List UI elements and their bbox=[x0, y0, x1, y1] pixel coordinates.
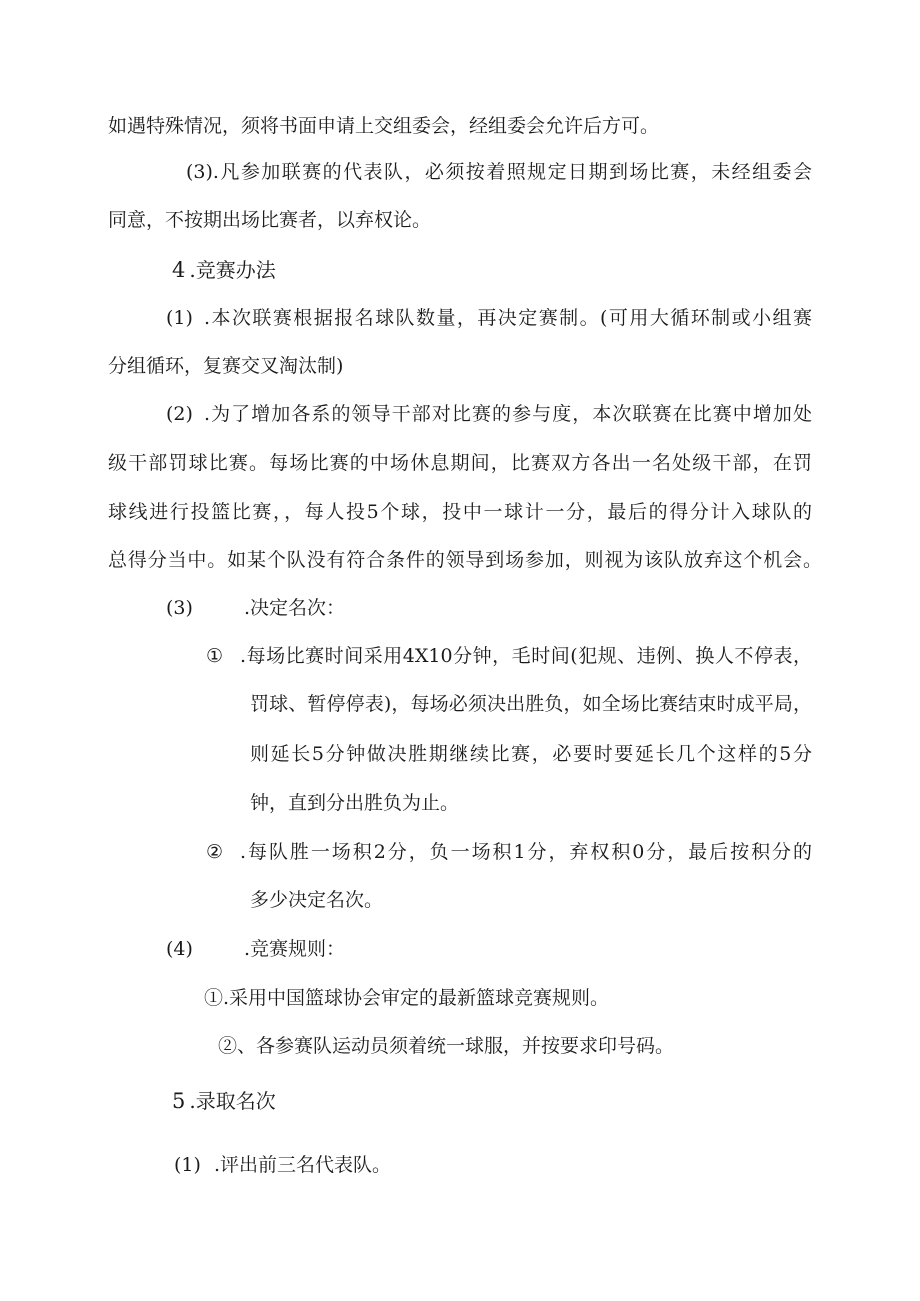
clause-1-mark: ① bbox=[206, 645, 224, 667]
method-1-line2: 分组循环，复赛交叉淘汰制) bbox=[108, 355, 344, 377]
clause-1-line3: 则延长5分钟做决胜期继续比赛，必要时要延长几个这样的5分 bbox=[250, 743, 812, 765]
clause-2-line2: 多少决定名次。 bbox=[250, 889, 384, 911]
text: 如遇特殊情况，须将书面申请上交组委会，经组委会允许后方可。 bbox=[108, 115, 660, 137]
method-4-title: .竞赛规则： bbox=[244, 938, 346, 960]
clause-1-line1: .每场比赛时间采用4X10分钟，毛时间(犯规、违例、换人不停表， bbox=[240, 645, 812, 667]
section-5-heading bbox=[172, 1087, 276, 1115]
method-3-title: .决定名次： bbox=[244, 597, 346, 619]
method-2-line2: 级干部罚球比赛。每场比赛的中场休息期间，比赛双方各出一名处级干部，在罚 bbox=[108, 452, 812, 474]
section-title: .录取名次 bbox=[189, 1089, 276, 1113]
rule3-line1: (3).凡参加联赛的代表队，必须按着照规定日期到场比赛，未经组委会 bbox=[186, 161, 812, 183]
rule-1: ①.采用中国篮球协会审定的最新篮球竞赛规则。 bbox=[204, 987, 610, 1009]
award-1-text: .评出前三名代表队。 bbox=[214, 1154, 392, 1176]
section-4-heading bbox=[172, 256, 276, 284]
section-number: 5 bbox=[172, 1089, 186, 1113]
section-number: 4 bbox=[172, 258, 186, 282]
section-title: .竞赛办法 bbox=[189, 258, 276, 282]
clause-1-line2: 罚球、暂停停表)，每场必须决出胜负，如全场比赛结束时成平局， bbox=[250, 693, 812, 715]
method-2-number: (2) bbox=[166, 403, 193, 425]
paragraph-continuation bbox=[108, 112, 659, 140]
rule3-line2: 同意，不按期出场比赛者，以弃权论。 bbox=[108, 209, 432, 231]
clause-1-line4: 钟，直到分出胜负为止。 bbox=[250, 792, 460, 814]
method-2-line4: 总得分当中。如某个队没有符合条件的领导到场参加，则视为该队放弃这个机会。 bbox=[108, 549, 822, 571]
rule-2: ②、各参赛队运动员须着统一球服，并按要求印号码。 bbox=[218, 1035, 675, 1057]
clause-2-line1: .每队胜一场积2分，负一场积1分，弃权积0分，最后按积分的 bbox=[240, 841, 812, 863]
method-1-number: (1) bbox=[166, 307, 193, 329]
method-3-number: (3) bbox=[166, 597, 193, 619]
method-2-line3: 球线进行投篮比赛，，每人投5个球，投中一球计一分，最后的得分计入球队的 bbox=[108, 501, 812, 523]
award-1-number: (1) bbox=[174, 1154, 201, 1176]
clause-2-mark: ② bbox=[206, 841, 224, 863]
method-2-line1: .为了增加各系的领导干部对比赛的参与度，本次联赛在比赛中增加处 bbox=[204, 403, 812, 425]
method-4-number: (4) bbox=[166, 938, 193, 960]
method-1-line1: .本次联赛根据报名球队数量，再决定赛制。(可用大循环制或小组赛 bbox=[204, 307, 812, 329]
